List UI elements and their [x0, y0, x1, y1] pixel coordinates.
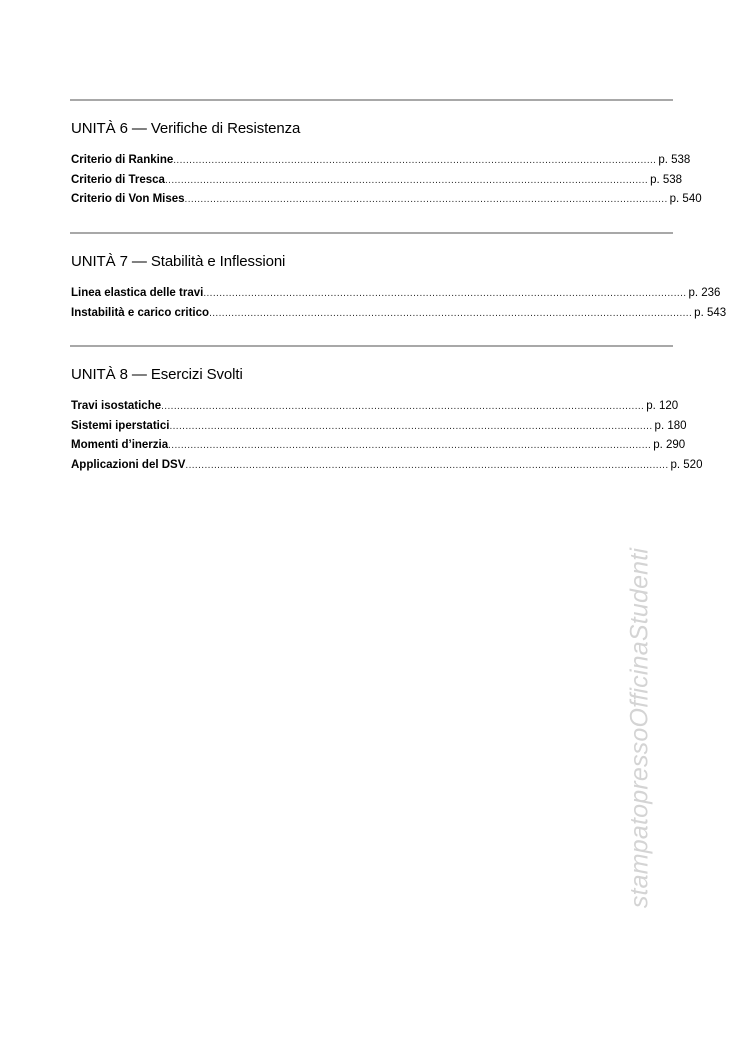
toc-entry[interactable]	[71, 456, 703, 476]
dot-leader: ........................................................................................................................................................	[169, 420, 653, 432]
unit-6-entries	[71, 151, 702, 210]
toc-entry-name: Linea elastica delle travi	[71, 287, 204, 299]
toc-entry-name: Applicazioni del DSV	[71, 458, 186, 471]
dot-leader: ........................................................................................................................................................	[168, 440, 652, 451]
unit-8-title: UNITÀ 8 — Esercizi Svolti	[71, 366, 243, 383]
unit-6-title: UNITÀ 6 — Verifiche di Resistenza	[71, 120, 301, 137]
dot-leader: ........................................................................................................................................................	[203, 288, 687, 299]
toc-entry-name: Sistemi iperstatici	[71, 419, 170, 432]
toc-entry[interactable]	[71, 284, 721, 304]
toc-entry-page: p. 538	[658, 154, 691, 166]
unit-8-entries	[71, 397, 703, 475]
toc-entry-page: p. 543	[694, 306, 727, 319]
dot-leader: ........................................................................................................................................................	[184, 194, 668, 205]
toc-entry[interactable]	[71, 171, 683, 191]
unit-7-title: UNITÀ 7 — Stabilità e Inflessioni	[71, 253, 286, 270]
toc-entry[interactable]	[71, 190, 702, 210]
toc-entry-page: p. 290	[653, 439, 686, 451]
toc-entry-page: p. 236	[688, 287, 721, 299]
dot-leader: ........................................................................................................................................................	[173, 155, 657, 166]
watermark-text: stampatopressoOfficinaStudenti	[625, 547, 654, 909]
toc-entry-name: Criterio di Rankine	[71, 154, 174, 166]
toc-entry-page: p. 538	[650, 173, 683, 186]
toc-entry-page: p. 540	[669, 193, 702, 205]
toc-entry-page: p. 520	[670, 458, 703, 471]
section-divider-unit-8	[70, 345, 673, 347]
unit-7-entries	[71, 284, 727, 323]
dot-leader: ........................................................................................................................................................	[164, 174, 649, 186]
toc-entry-page: p. 180	[654, 419, 687, 432]
toc-entry[interactable]	[71, 151, 691, 171]
toc-entry-name: Criterio di Von Mises	[71, 193, 185, 205]
toc-entry-name: Instabilità e carico critico	[71, 306, 210, 319]
toc-entry[interactable]	[71, 436, 686, 456]
dot-leader: ........................................................................................................................................................	[209, 307, 693, 319]
toc-entry-page: p. 120	[646, 400, 679, 412]
toc-entry-name: Travi isostatiche	[71, 400, 162, 412]
toc-entry-name: Momenti d’inerzia	[71, 439, 169, 451]
dot-leader: ........................................................................................................................................................	[185, 459, 669, 471]
toc-entry[interactable]	[71, 417, 687, 437]
toc-entry-name: Criterio di Tresca	[71, 173, 165, 186]
section-divider-unit-7	[70, 232, 673, 234]
toc-entry[interactable]	[71, 304, 727, 324]
dot-leader: ........................................................................................................................................................	[161, 401, 645, 412]
section-divider-unit-6	[70, 99, 673, 101]
toc-entry[interactable]	[71, 397, 679, 417]
